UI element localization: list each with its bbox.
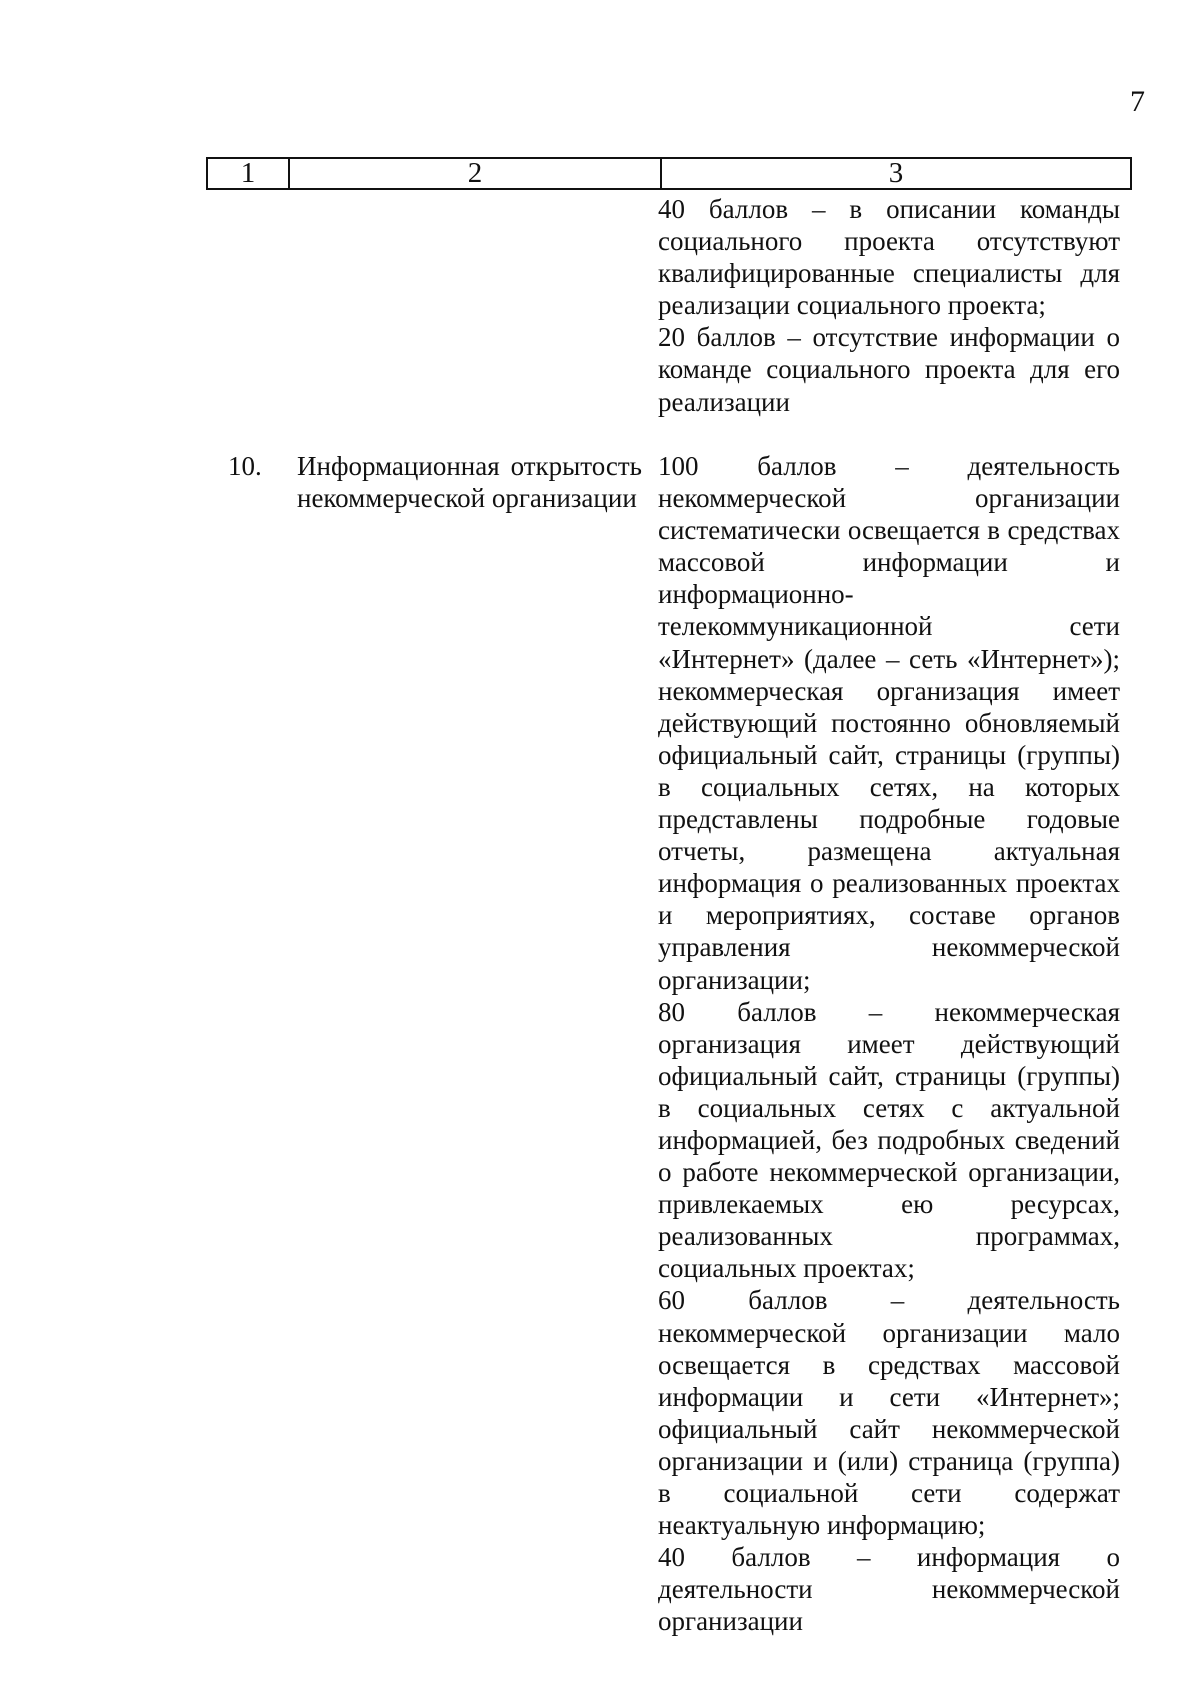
header-cell-3: 3 xyxy=(888,157,904,189)
score-100: 100 баллов – деятельность некоммерческой организации систематически освещается в средствах массовой информации и информационно-телекоммуникационной сети «Интернет» (далее – сеть «Интернет»); некоммерческая организация имеет действующий постоянно обновляемый официальный сайт, страницы (группы) в социальных сетях, на которых представлены подробные годовые отчеты, размещена актуальная информация о реализованных проектах и мероприятиях, составе органов управления некоммерческой организации; xyxy=(658,451,1120,995)
score-80: 80 баллов – некоммерческая организация имеет действующий официальный сайт, страницы (группы) в социальных сетях с актуальной информацией, без подробных сведений о работе некоммерческой организации, привлекаемых ею ресурсах, реализованных программах, социальных проектах; xyxy=(658,996,1120,1284)
criterion-text: Информационная открытость некоммерческой организации xyxy=(297,451,642,513)
header-cell-1: 1 xyxy=(208,159,290,188)
page-number: 7 xyxy=(1130,85,1145,118)
score-60: 60 баллов – деятельность некоммерческой организации мало освещается в средствах массовой информации и сети «Интернет»; официальный сайт некоммерческой организации и (или) страница (группа) в социальной сети содержат неактуальную информацию; xyxy=(658,1285,1120,1541)
row-number: 10. xyxy=(228,451,262,481)
row-10-scores xyxy=(658,450,1120,1637)
continuation-scores xyxy=(658,193,1120,418)
score-40: 40 баллов – информация о деятельности некоммерческой организации xyxy=(658,1542,1120,1637)
header-cell-2: 2 xyxy=(290,159,662,188)
score-20-team: 20 баллов – отсутствие информации о команде социального проекта для его реализации xyxy=(658,322,1120,417)
score-40-team: 40 баллов – в описании команды социального проекта отсутствуют квалифицированные специалисты для реализации социального проекта; xyxy=(658,194,1120,321)
table-header-row xyxy=(206,157,1132,190)
